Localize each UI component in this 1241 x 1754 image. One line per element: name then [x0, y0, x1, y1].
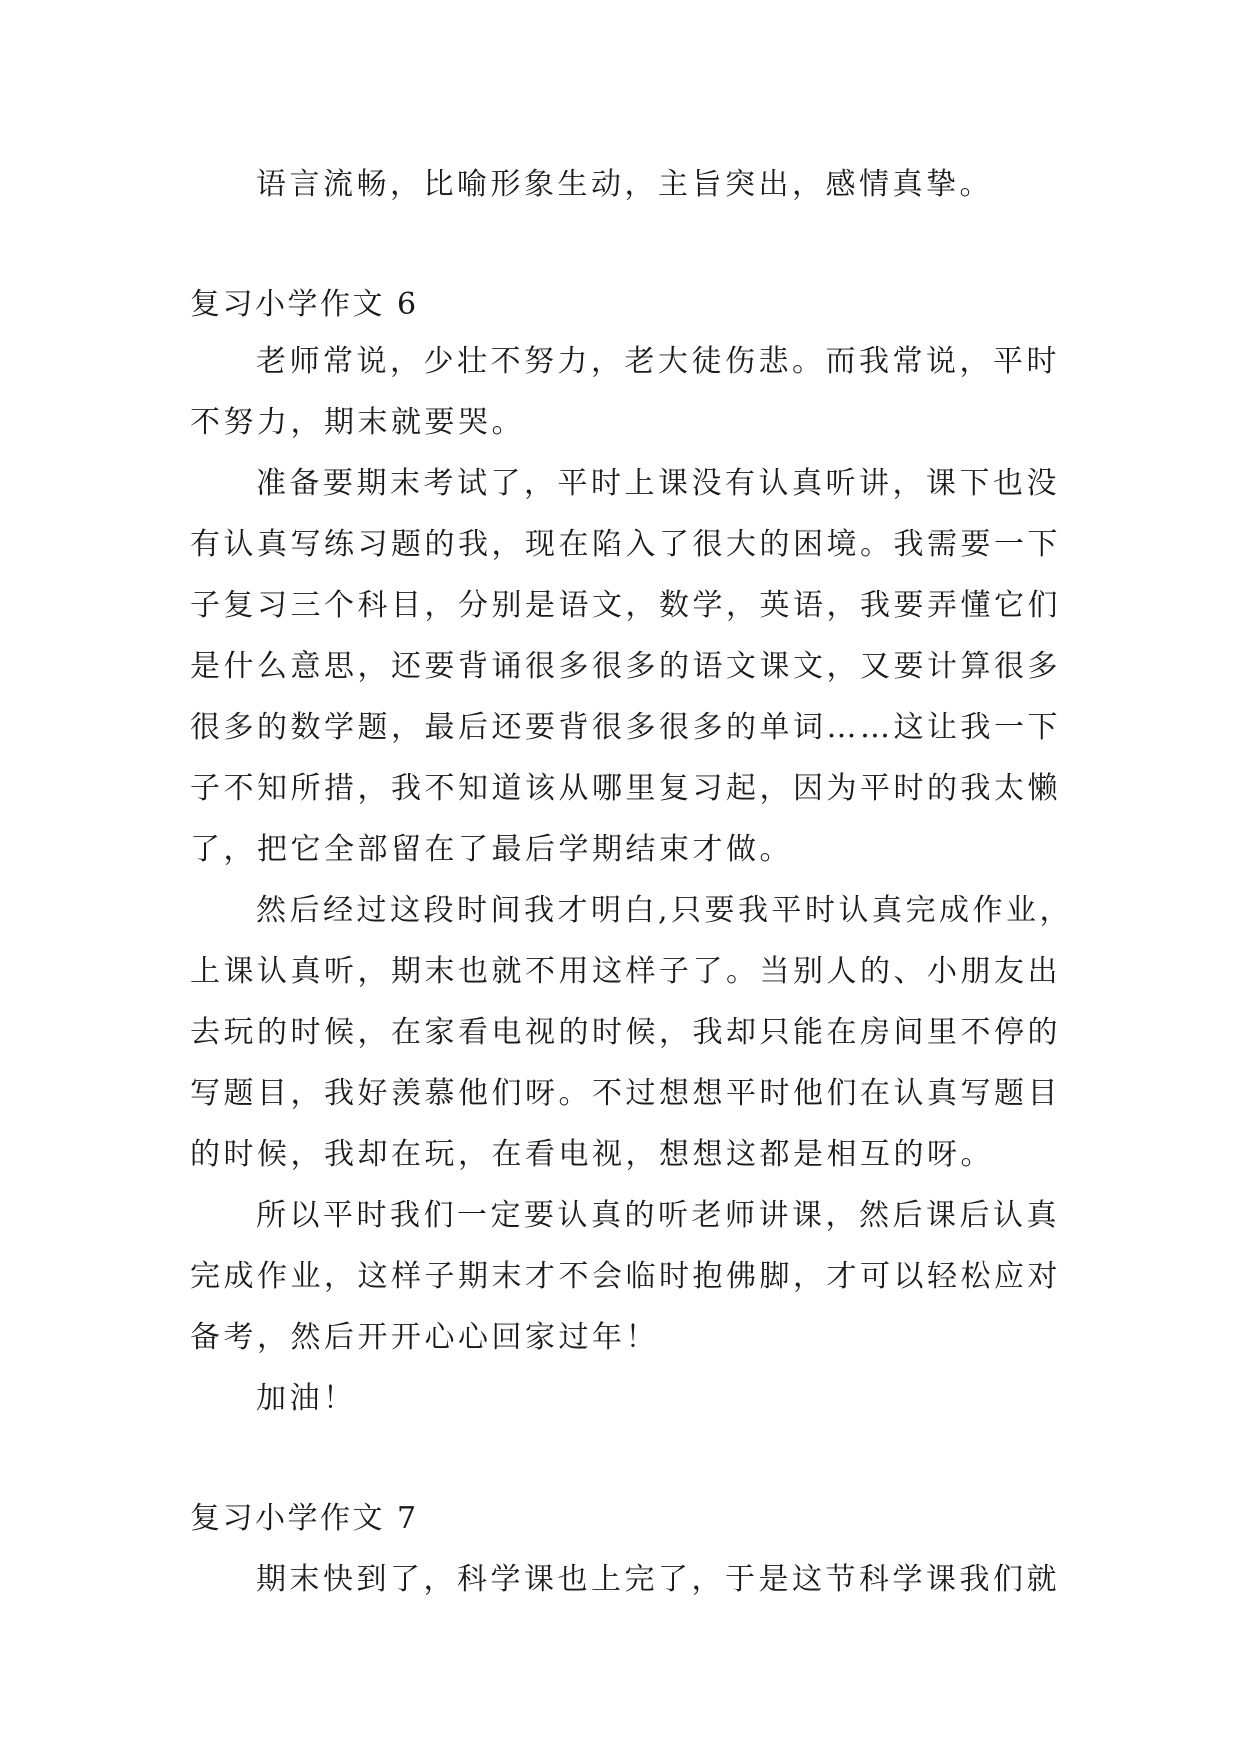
paragraph-line: 有认真写练习题的我，现在陷入了很大的困境。我需要一下 [190, 527, 1061, 562]
paragraph-line: 老师常说，少壮不努力，老大徒伤悲。而我常说，平时 [256, 344, 1060, 379]
paragraph-line: 子复习三个科目，分别是语文，数学，英语，我要弄懂它们 [190, 588, 1061, 623]
paragraph-line: 了，把它全部留在了最后学期结束才做。 [190, 832, 793, 867]
paragraph-line: 然后经过这段时间我才明白,只要我平时认真完成作业， [256, 893, 1074, 928]
paragraph-line: 子不知所措，我不知道该从哪里复习起，因为平时的我太懒 [190, 771, 1061, 806]
paragraph-line: 完成作业，这样子期末才不会临时抱佛脚，才可以轻松应对 [190, 1259, 1061, 1294]
paragraph-line: 去玩的时候，在家看电视的时候，我却只能在房间里不停的 [190, 1015, 1061, 1050]
paragraph-line: 是什么意思，还要背诵很多很多的语文课文，又要计算很多 [190, 649, 1061, 684]
paragraph-line: 上课认真听，期末也就不用这样子了。当别人的、小朋友出 [190, 954, 1061, 989]
section-heading-7: 复习小学作文 7 [190, 1501, 419, 1536]
paragraph-line: 加油！ [256, 1381, 357, 1416]
paragraph-line: 准备要期末考试了，平时上课没有认真听讲，课下也没 [256, 466, 1060, 501]
paragraph-line: 期末快到了，科学课也上完了，于是这节科学课我们就 [256, 1562, 1060, 1597]
paragraph-line: 不努力，期末就要哭。 [190, 405, 525, 440]
paragraph-line: 语言流畅，比喻形象生动，主旨突出，感情真挚。 [256, 167, 993, 202]
section-heading-6: 复习小学作文 6 [190, 287, 419, 322]
paragraph-line: 所以平时我们一定要认真的听老师讲课，然后课后认真 [256, 1198, 1060, 1233]
paragraph-line: 的时候，我却在玩，在看电视，想想这都是相互的呀。 [190, 1137, 994, 1172]
paragraph-line: 备考，然后开开心心回家过年！ [190, 1320, 659, 1355]
paragraph-line: 写题目，我好羡慕他们呀。不过想想平时他们在认真写题目 [190, 1076, 1061, 1111]
paragraph-line: 很多的数学题，最后还要背很多很多的单词……这让我一下 [190, 710, 1061, 745]
